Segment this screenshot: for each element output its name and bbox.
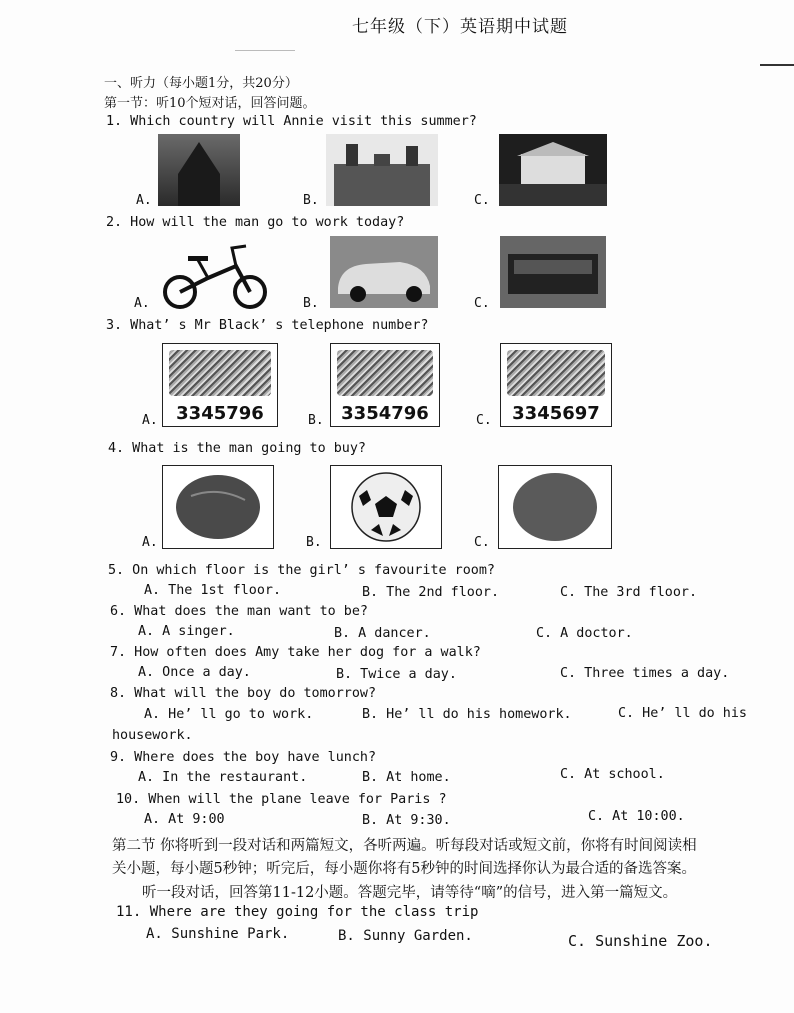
q3-option-a-label: A. — [142, 413, 158, 428]
q11-option-c: C. Sunshine Zoo. — [568, 932, 713, 950]
q2-image-bus — [500, 236, 606, 308]
q9-option-a: A. In the restaurant. — [138, 770, 308, 785]
q4-image-ball-c — [498, 465, 612, 549]
q7-option-a: A. Once a day. — [138, 665, 251, 680]
q8-option-c: C. He’ ll do his — [618, 706, 747, 721]
q11-option-b: B. Sunny Garden. — [338, 928, 473, 944]
q2-option-c-label: C. — [474, 296, 490, 311]
q10-option-a: A. At 9:00 — [144, 812, 225, 827]
q8-option-c-continued: housework. — [112, 728, 193, 743]
scan-mark-right — [760, 64, 794, 66]
q10-option-b: B. At 9:30. — [362, 813, 451, 828]
section2-instruction-line2: 关小题，每小题5秒钟；听完后，每小题你将有5秒钟的时间选择你认为最合适的备选答案。 — [112, 861, 696, 877]
q9-option-c: C. At school. — [560, 767, 665, 782]
scan-mark — [235, 50, 295, 51]
q6-option-c: C. A doctor. — [536, 626, 633, 641]
part1-heading: 一、听力（每小题1分，共20分） — [104, 76, 298, 91]
question-6: 6. What does the man want to be? — [110, 604, 368, 619]
q5-option-c: C. The 3rd floor. — [560, 585, 698, 600]
question-3: 3. What’ s Mr Black’ s telephone number? — [106, 318, 429, 333]
q1-image-b — [326, 134, 438, 206]
q4-option-b-label: B. — [306, 535, 322, 550]
section2-instruction-line3: 听一段对话，回答第11-12小题。答题完毕，请等待“嘀”的信号，进入第一篇短文。 — [142, 885, 678, 901]
question-7: 7. How often does Amy take her dog for a walk? — [110, 645, 481, 660]
q4-image-ball-a — [162, 465, 274, 549]
q4-option-c-label: C. — [474, 535, 490, 550]
section1-instruction: 第一节：听10个短对话，回答问题。 — [104, 96, 316, 111]
q7-option-c: C. Three times a day. — [560, 666, 730, 681]
question-10: 10. When will the plane leave for Paris ? — [116, 792, 447, 807]
question-11: 11. Where are they going for the class trip — [116, 904, 479, 920]
q3-phone-a — [162, 343, 278, 427]
q5-option-a: A. The 1st floor. — [144, 583, 282, 598]
q1-option-b-label: B. — [303, 193, 319, 208]
q2-image-car — [330, 236, 438, 308]
q3-option-c-label: C. — [476, 413, 492, 428]
q1-option-c-label: C. — [474, 193, 490, 208]
q10-option-c: C. At 10:00. — [588, 809, 685, 824]
question-1: 1. Which country will Annie visit this summer? — [106, 114, 477, 129]
q2-option-b-label: B. — [303, 296, 319, 311]
q9-option-b: B. At home. — [362, 770, 451, 785]
q7-option-b: B. Twice a day. — [336, 667, 457, 682]
question-9: 9. Where does the boy have lunch? — [110, 750, 377, 765]
question-4: 4. What is the man going to buy? — [108, 441, 366, 456]
q1-image-c — [499, 134, 607, 206]
q4-image-football — [330, 465, 442, 549]
q5-option-b: B. The 2nd floor. — [362, 585, 500, 600]
section2-instruction-line1: 第二节 你将听到一段对话和两篇短文，各听两遍。听每段对话或短文前，你将有时间阅读相 — [112, 838, 697, 854]
q2-image-bicycle — [158, 238, 270, 310]
exam-title: 七年级（下）英语期中试题 — [352, 17, 568, 37]
q3-phone-b — [330, 343, 440, 427]
q4-option-a-label: A. — [142, 535, 158, 550]
q8-option-a: A. He’ ll go to work. — [144, 707, 314, 722]
question-5: 5. On which floor is the girl’ s favourite room? — [108, 563, 495, 578]
q3-number-c: 3345697 — [501, 403, 611, 424]
q6-option-b: B. A dancer. — [334, 626, 431, 641]
q6-option-a: A. A singer. — [138, 624, 235, 639]
q2-option-a-label: A. — [134, 296, 150, 311]
question-8: 8. What will the boy do tomorrow? — [110, 686, 377, 701]
q3-number-a: 3345796 — [163, 403, 277, 424]
q8-option-b: B. He’ ll do his homework. — [362, 707, 572, 722]
q11-option-a: A. Sunshine Park. — [146, 926, 290, 942]
q1-image-a — [158, 134, 240, 206]
q3-number-b: 3354796 — [331, 403, 439, 424]
q1-option-a-label: A. — [136, 193, 152, 208]
q3-phone-c — [500, 343, 612, 427]
q3-option-b-label: B. — [308, 413, 324, 428]
question-2: 2. How will the man go to work today? — [106, 215, 405, 230]
